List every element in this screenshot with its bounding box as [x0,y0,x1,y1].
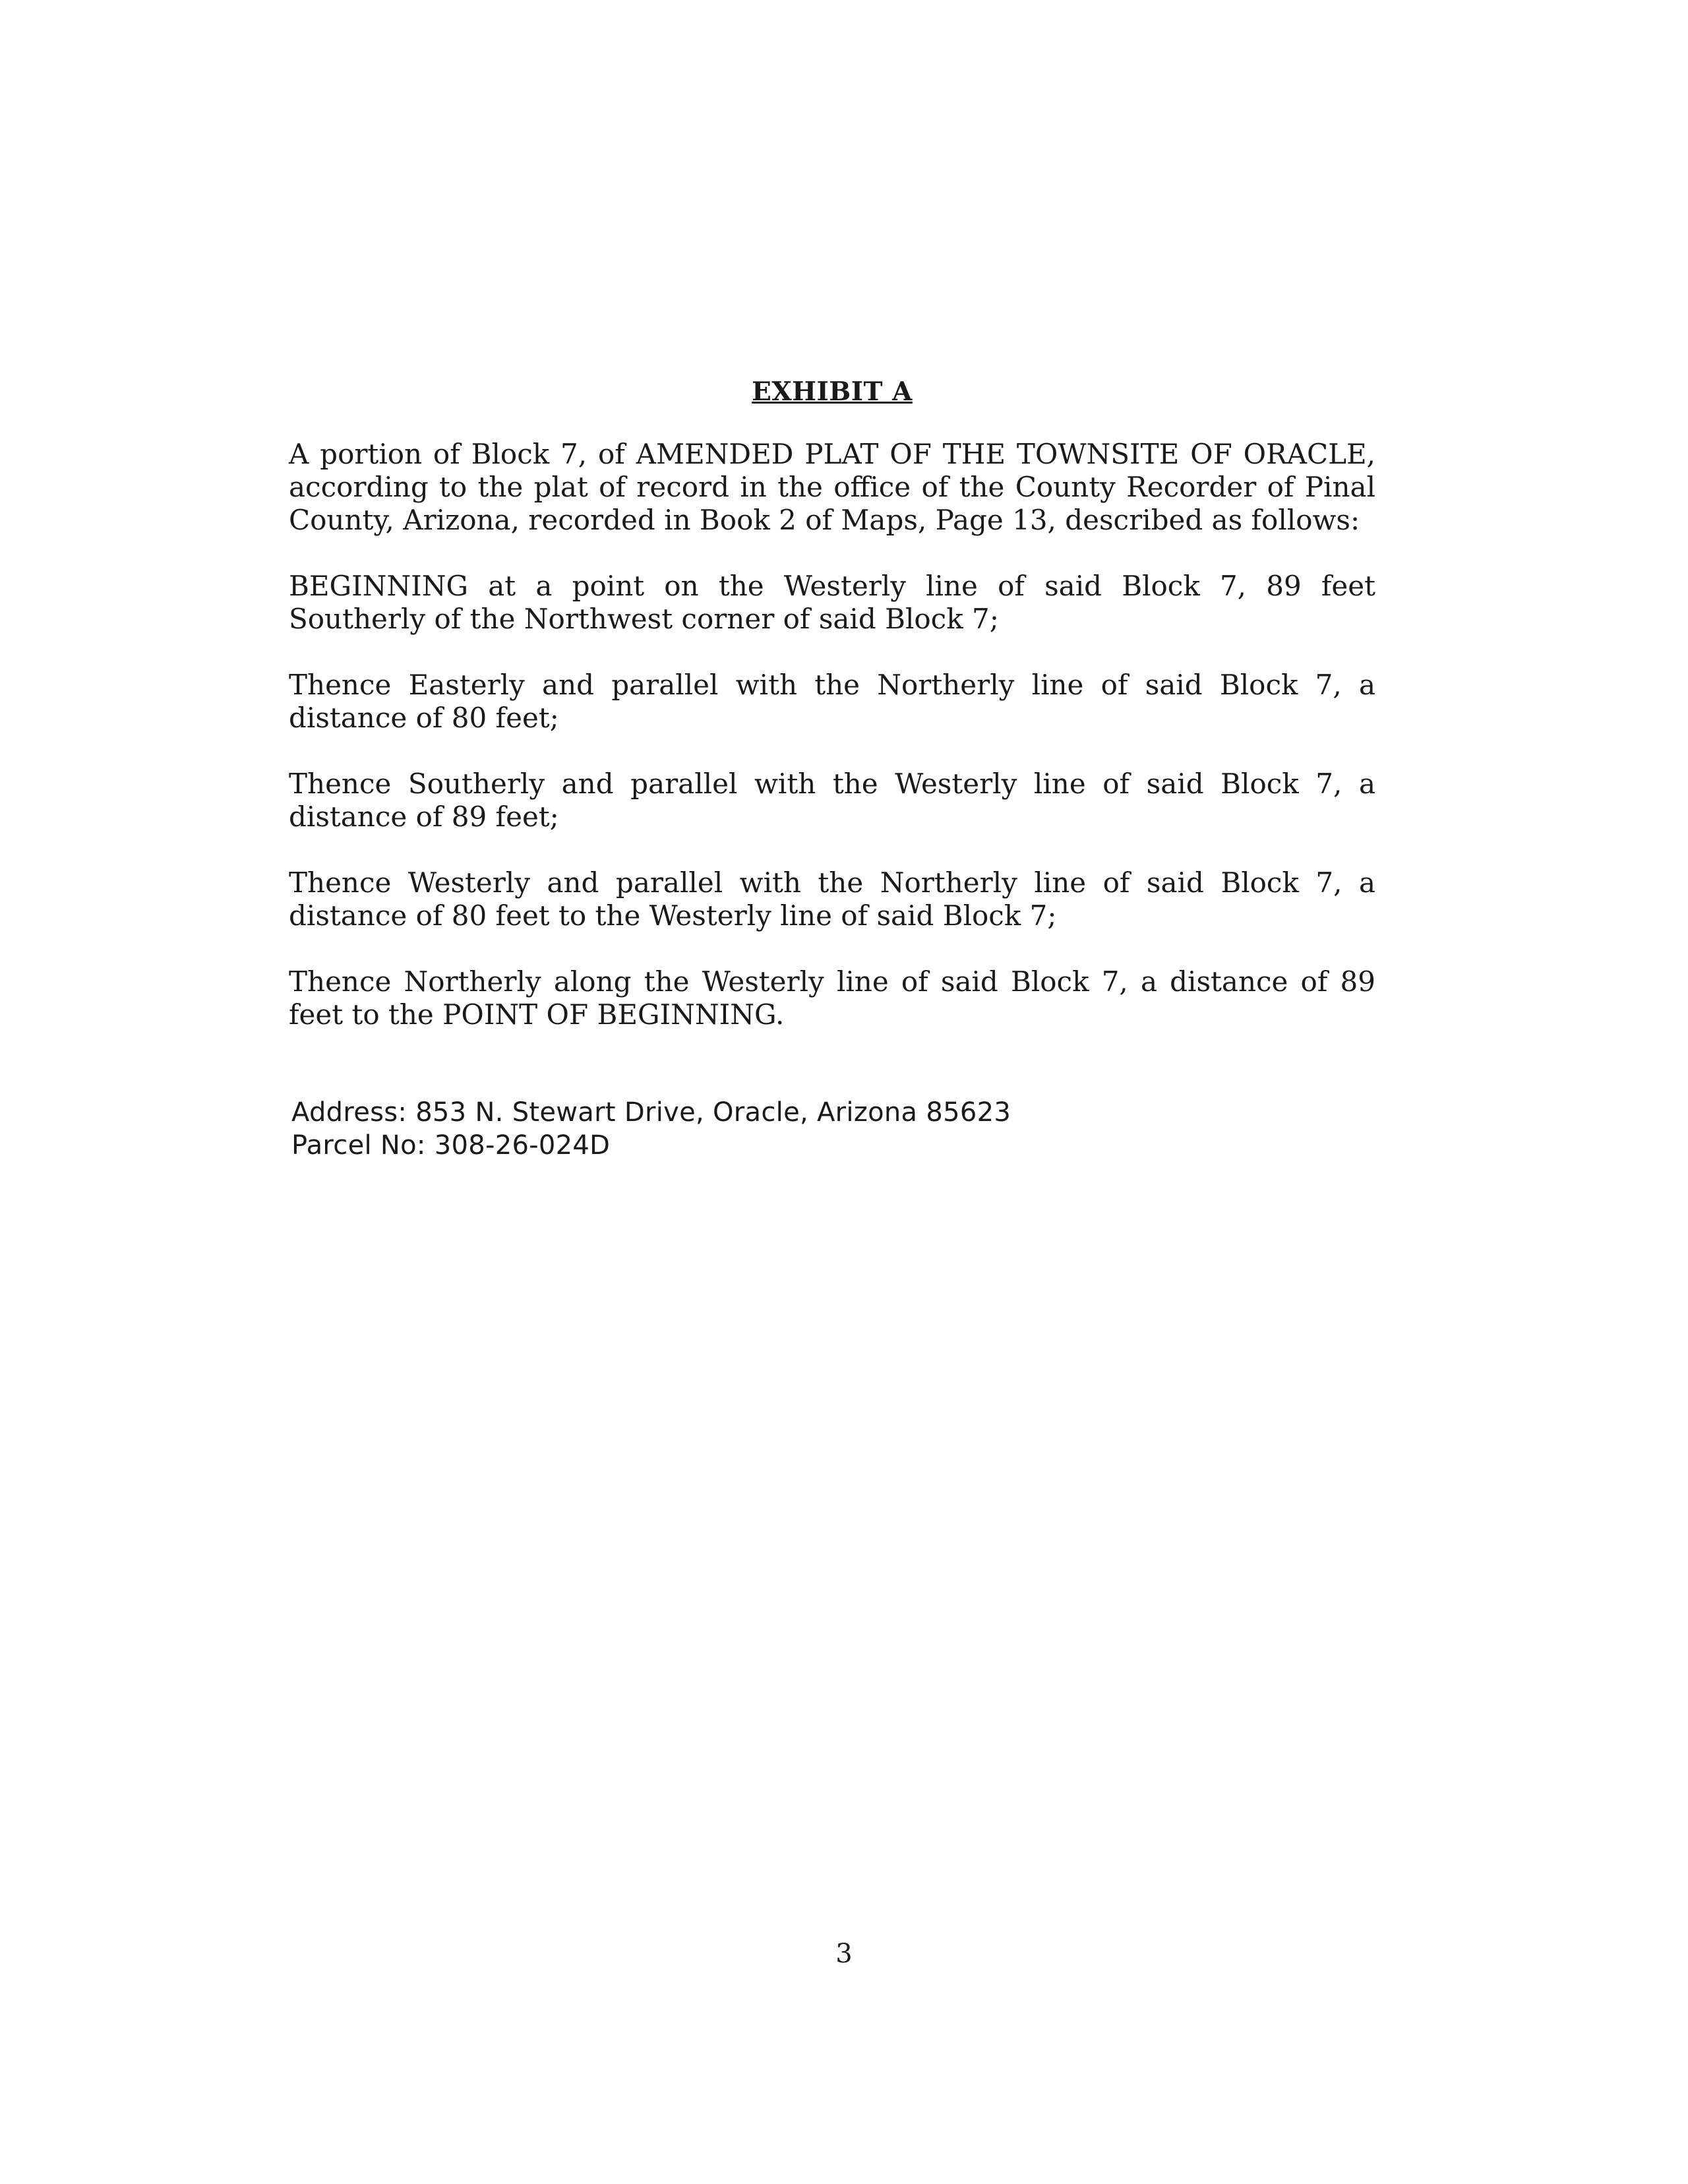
exhibit-title: EXHIBIT A [752,377,913,407]
paragraph-northerly: Thence Northerly along the Westerly line of said Block 7, a distance of 89 feet to the POINT OF BEGINNING. [289,965,1375,1031]
paragraph-portion: A portion of Block 7, of AMENDED PLAT OF THE TOWNSITE OF ORACLE, according to the plat of record in the office of the County Recorder of Pinal County, Arizona, recorded in Book 2 of Maps, Page 13, described as follows: [289,438,1375,536]
paragraph-beginning: BEGINNING at a point on the Westerly line of said Block 7, 89 feet Southerly of the Northwest corner of said Block 7; [289,570,1375,635]
paragraph-westerly: Thence Westerly and parallel with the Northerly line of said Block 7, a distance of 80 feet to the Westerly line of said Block 7; [289,866,1375,932]
legal-description [289,375,1375,1031]
page-number: 3 [835,1939,853,1969]
property-info [291,1096,1215,1162]
paragraph-easterly: Thence Easterly and parallel with the Northerly line of said Block 7, a distance of 80 feet; [289,669,1375,734]
address-line: Address: 853 N. Stewart Drive, Oracle, Arizona 85623 [291,1097,1011,1128]
parcel-line: Parcel No: 308-26-024D [291,1130,611,1161]
paragraph-southerly: Thence Southerly and parallel with the Westerly line of said Block 7, a distance of 89 feet; [289,768,1375,833]
